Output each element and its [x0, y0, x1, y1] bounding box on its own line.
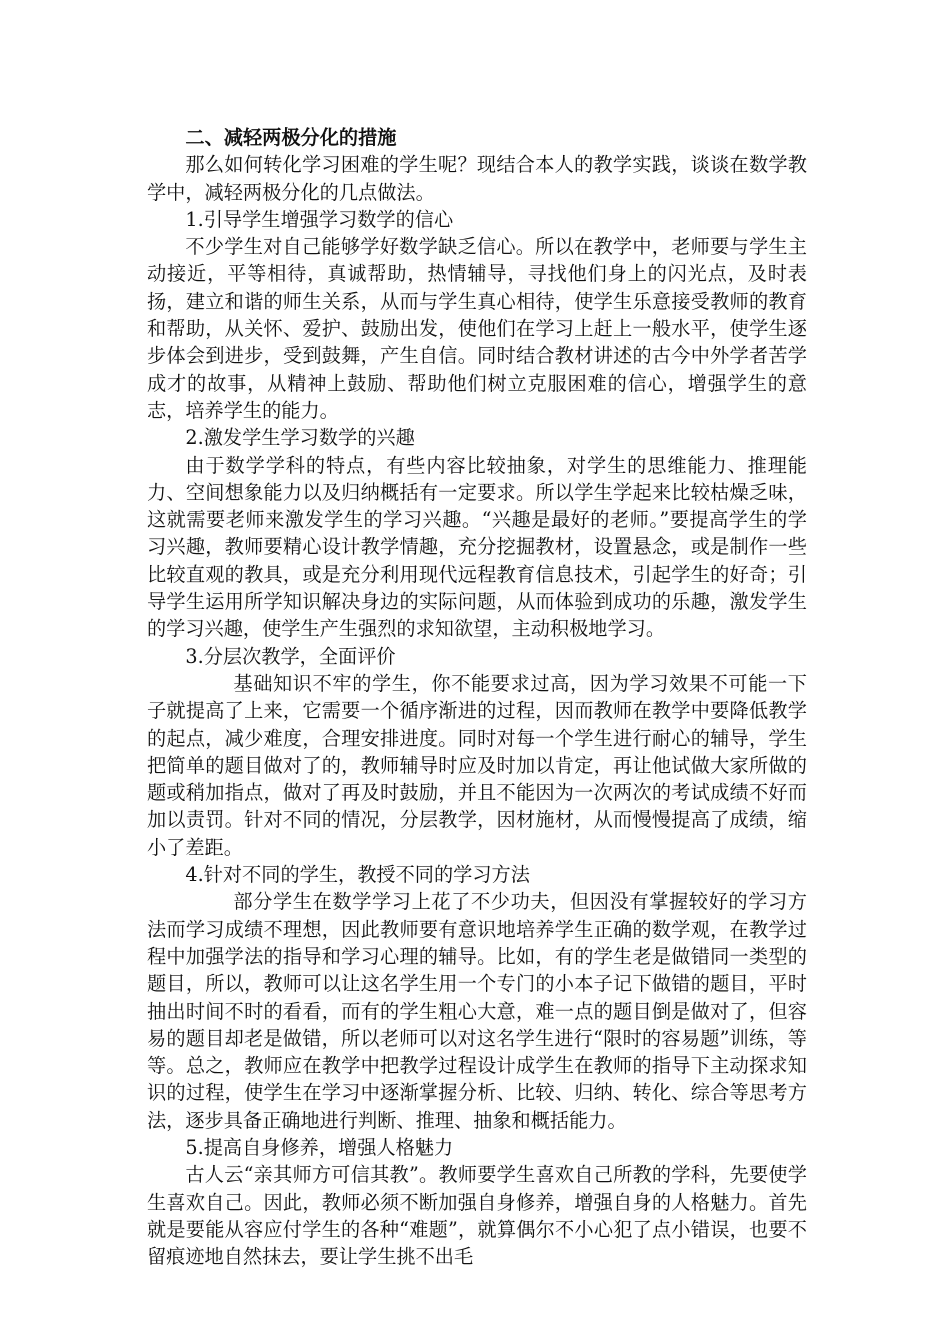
item-2-body: 由于数学学科的特点，有些内容比较抽象，对学生的思维能力、推理能力、空间想象能力以及归纳概括有一定要求。所以学生学起来比较枯燥乏味，这就需要老师来激发学生的学习兴趣。“兴趣是最好的老师。”要提高学生的学习兴趣，教师要精心设计教学情趣，充分挖掘教材，设置悬念，或是制作一些比较直观的教具，或是充分利用现代远程教育信息技术，引起学生的好奇；引导学生运用所学知识解决身边的实际问题，从而体验到成功的乐趣，激发学生的学习兴趣，使学生产生强烈的求知欲望，主动积极地学习。 [147, 453, 807, 641]
item-1-heading: 1.引导学生增强学习数学的信心 [185, 207, 454, 231]
item-4-heading: 4.针对不同的学生，教授不同的学习方法 [185, 863, 530, 887]
intro-paragraph: 那么如何转化学习困难的学生呢？现结合本人的教学实践，谈谈在数学教学中，减轻两极分化的几点做法。 [147, 153, 807, 204]
section-title: 二、减轻两极分化的措施 [185, 126, 397, 149]
item-1-body: 不少学生对自己能够学好数学缺乏信心。所以在教学中，老师要与学生主动接近，平等相待，真诚帮助，热情辅导，寻找他们身上的闪光点，及时表扬，建立和谐的师生关系，从而与学生真心相待，使学生乐意接受教师的教育和帮助，从关怀、爱护、鼓励出发，使他们在学习上赶上一般水平，使学生逐步体会到进步，受到鼓舞，产生自信。同时结合教材讲述的古今中外学者苦学成才的故事，从精神上鼓励、帮助他们树立克服困难的信心，增强学生的意志，培养学生的能力。 [147, 235, 807, 422]
item-4-body: 部分学生在数学学习上花了不少功夫，但因没有掌握较好的学习方法而学习成绩不理想，因此教师要有意识地培养学生正确的数学观，在教学过程中加强学法的指导和学习心理的辅导。比如，有的学生老是做错同一类型的题目，所以，教师可以让这名学生用一个专门的小本子记下做错的题目，平时抽出时间不时的看看，而有的学生粗心大意，难一点的题目倒是做对了，但容易的题目却老是做错，所以老师可以对这名学生进行“限时的容易题”训练，等等。总之，教师应在教学中把教学过程设计成学生在教师的指导下主动探求知识的过程，使学生在学习中逐渐掌握分析、比较、归纳、转化、综合等思考方法，逐步具备正确地进行判断、推理、抽象和概括能力。 [147, 890, 807, 1132]
item-5-body: 古人云“亲其师方可信其教”。教师要学生喜欢自己所教的学科，先要使学生喜欢自己。因此，教师必须不断加强自身修养，增强自身的人格魅力。首先就是要能从容应付学生的各种“难题”，就算偶尔不小心犯了点小错误，也要不留痕迹地自然抹去，要让学生挑不出毛 [147, 1163, 807, 1269]
document-page [147, 124, 807, 1270]
item-3-heading: 3.分层次教学，全面评价 [185, 644, 396, 668]
item-2-heading: 2.激发学生学习数学的兴趣 [185, 426, 415, 450]
item-3-body: 基础知识不牢的学生，你不能要求过高，因为学习效果不可能一下子就提高了上来，它需要一个循序渐进的过程，因而教师在教学中要降低教学的起点，减少难度，合理安排进度。同时对每一个学生进行耐心的辅导，学生把简单的题目做对了的，教师辅导时应及时加以肯定，再让他试做大家所做的题或稍加指点，做对了再及时鼓励，并且不能因为一次两次的考试成绩不好而加以责罚。针对不同的情况，分层教学，因材施材，从而慢慢提高了成绩，缩小了差距。 [147, 671, 807, 859]
item-5-heading: 5.提高自身修养，增强人格魅力 [185, 1135, 454, 1159]
